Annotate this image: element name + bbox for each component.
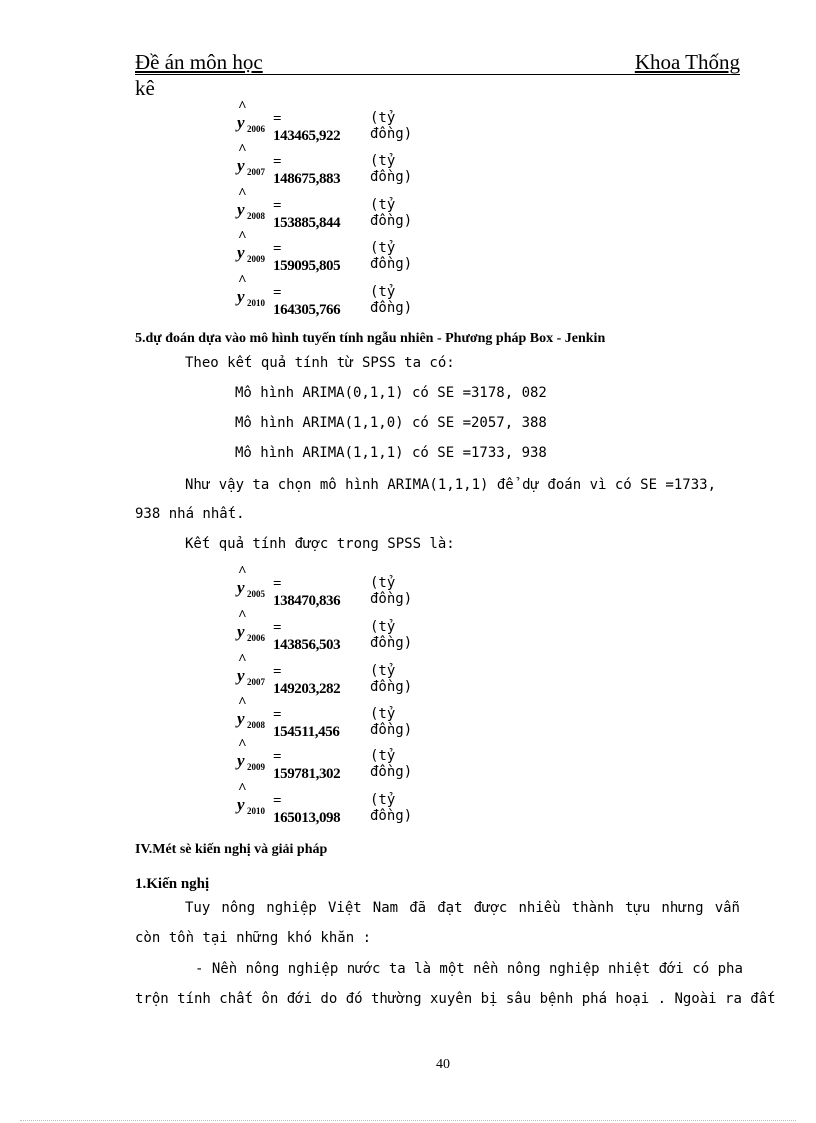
page-number: 40 [436,1057,450,1072]
section5-heading: 5.dự đoán dựa vào mô hình tuyến tính ngẫu nhiên - Phương pháp Box - Jenkin [135,331,606,346]
header-continuation: kê [135,76,155,100]
section5-intro: Theo kết quả tính từ SPSS ta có: [185,355,455,371]
section4-subheading: 1.Kiến nghị [135,876,210,892]
page-bottom-divider [20,1120,796,1121]
header-left: Đề án môn học [135,50,263,74]
model-line: Mô hình ARIMA(1,1,1) có SE =1733, 938 [235,445,547,461]
paragraph-line: trộn tính chất ôn đới do đó thường xuyên bị sâu bệnh phá hoại . Ngoài ra đất [135,991,776,1007]
header-right: Khoa Thống [634,50,740,74]
paragraph-line: còn tồn tại những khó khăn : [135,930,372,946]
model-line: Mô hình ARIMA(1,1,0) có SE =2057, 388 [235,415,547,431]
paragraph-line: Tuy nông nghiệp Việt Nam đã đạt được nhiều thành tựu nhưng vẫn [185,900,740,916]
result-intro: Kết quả tính được trong SPSS là: [185,536,455,552]
choice-line: 938 nhá nhất. [135,506,245,522]
page-header [135,50,740,75]
paragraph-line: - Nền nông nghiệp nước ta là một nền nông nghiệp nhiệt đới có pha [195,961,743,977]
choice-line: Như vậy ta chọn mô hình ARIMA(1,1,1) để dự đoán vì có SE =1733, [185,477,717,493]
section4-heading: IV.Mét sè kiến nghị và giải pháp [135,842,328,857]
model-line: Mô hình ARIMA(0,1,1) có SE =3178, 082 [235,385,547,401]
